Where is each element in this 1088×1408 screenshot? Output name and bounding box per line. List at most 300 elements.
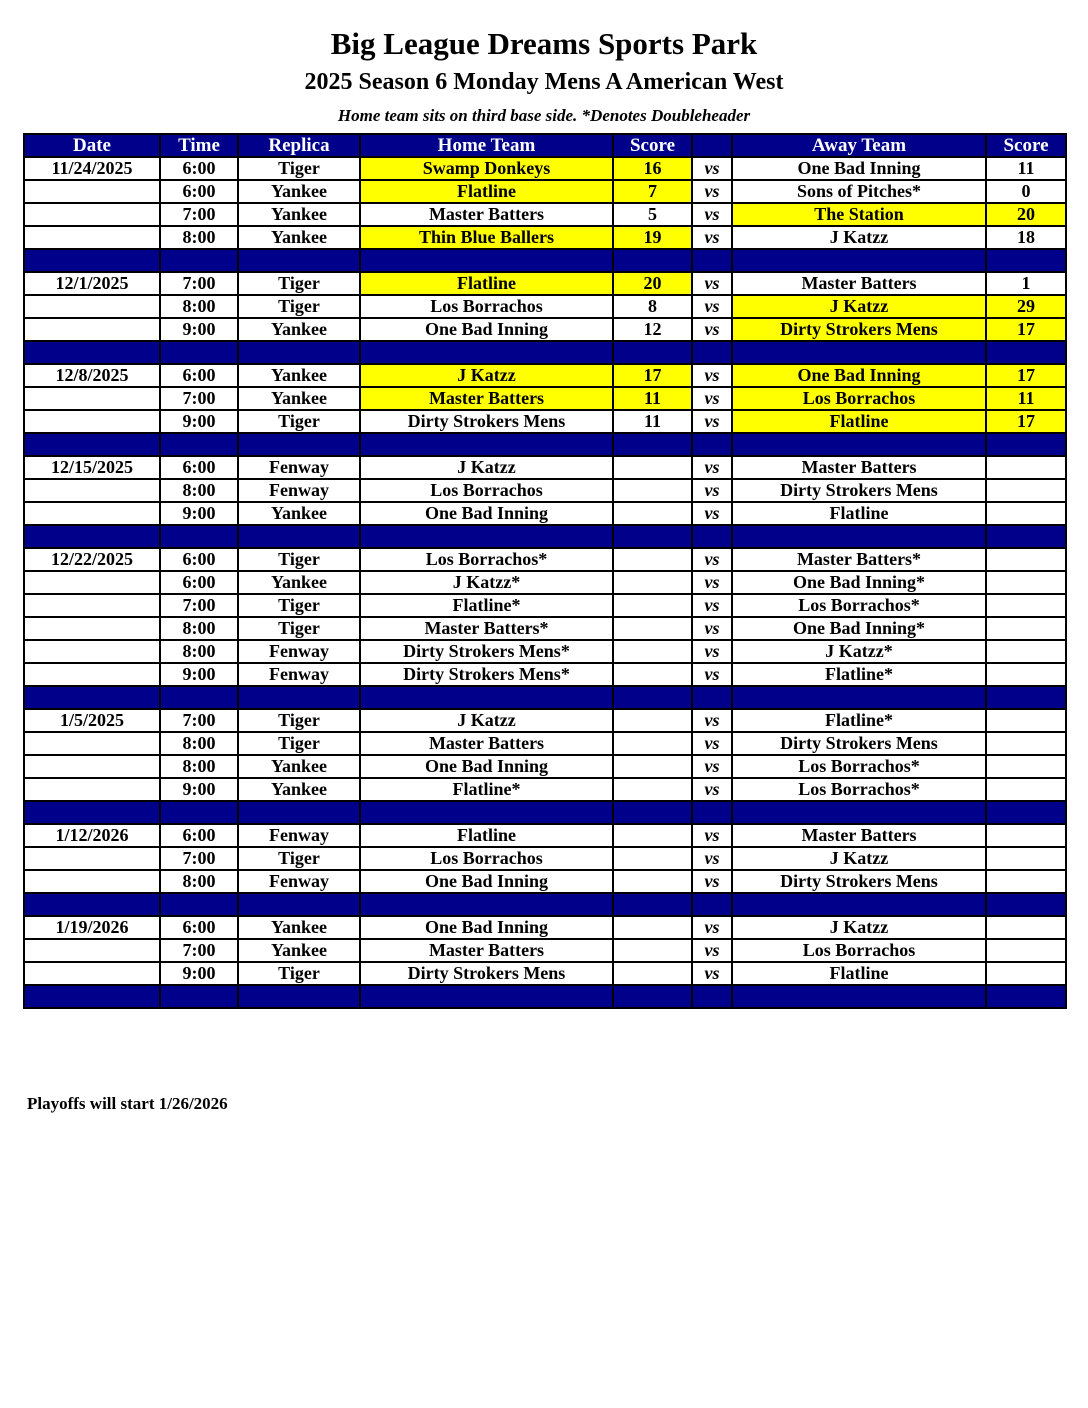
separator-cell <box>24 985 160 1008</box>
away-team: Flatline <box>732 502 986 525</box>
game-date <box>24 387 160 410</box>
separator-cell <box>986 249 1066 272</box>
game-time: 9:00 <box>160 962 238 985</box>
home-team: Swamp Donkeys <box>360 157 613 180</box>
page-title: Big League Dreams Sports Park <box>330 26 758 61</box>
home-score <box>613 709 692 732</box>
separator-cell <box>24 525 160 548</box>
separator-cell <box>238 433 360 456</box>
separator-cell <box>732 985 986 1008</box>
separator-cell <box>160 686 238 709</box>
home-team: Dirty Strokers Mens* <box>360 640 613 663</box>
game-date <box>24 203 160 226</box>
separator-cell <box>692 801 732 824</box>
separator-cell <box>160 801 238 824</box>
game-date <box>24 778 160 801</box>
game-row <box>24 594 1066 617</box>
away-score <box>986 594 1066 617</box>
away-score <box>986 916 1066 939</box>
away-score <box>986 617 1066 640</box>
away-score <box>986 939 1066 962</box>
game-replica: Yankee <box>238 318 360 341</box>
game-replica: Tiger <box>238 962 360 985</box>
game-replica: Yankee <box>238 387 360 410</box>
vs-label: vs <box>692 939 732 962</box>
game-date <box>24 870 160 893</box>
separator-cell <box>360 686 613 709</box>
home-team: Master Batters <box>360 387 613 410</box>
col-header-date: Date <box>24 134 160 157</box>
game-replica: Yankee <box>238 755 360 778</box>
game-time: 8:00 <box>160 226 238 249</box>
game-date <box>24 939 160 962</box>
vs-label: vs <box>692 318 732 341</box>
separator-cell <box>160 249 238 272</box>
game-time: 9:00 <box>160 778 238 801</box>
vs-label: vs <box>692 502 732 525</box>
away-team: J Katzz <box>732 847 986 870</box>
away-team: Dirty Strokers Mens <box>732 318 986 341</box>
away-team: One Bad Inning <box>732 364 986 387</box>
home-team: Dirty Strokers Mens <box>360 962 613 985</box>
game-date <box>24 732 160 755</box>
schedule-body <box>24 157 1066 1008</box>
home-score <box>613 962 692 985</box>
game-row <box>24 870 1066 893</box>
game-row <box>24 180 1066 203</box>
col-header-away-score: Score <box>986 134 1066 157</box>
home-score: 16 <box>613 157 692 180</box>
home-team: Flatline <box>360 824 613 847</box>
vs-label: vs <box>692 732 732 755</box>
vs-label: vs <box>692 663 732 686</box>
away-score: 1 <box>986 272 1066 295</box>
vs-label: vs <box>692 272 732 295</box>
home-team: Master Batters* <box>360 617 613 640</box>
game-date <box>24 962 160 985</box>
vs-label: vs <box>692 962 732 985</box>
game-row <box>24 364 1066 387</box>
away-team: Flatline <box>732 962 986 985</box>
separator-cell <box>986 433 1066 456</box>
game-replica: Tiger <box>238 157 360 180</box>
home-team: One Bad Inning <box>360 870 613 893</box>
game-replica: Fenway <box>238 824 360 847</box>
game-date: 12/1/2025 <box>24 272 160 295</box>
game-row <box>24 387 1066 410</box>
game-time: 7:00 <box>160 387 238 410</box>
game-time: 7:00 <box>160 203 238 226</box>
game-row <box>24 916 1066 939</box>
away-score <box>986 571 1066 594</box>
game-row <box>24 640 1066 663</box>
game-replica: Yankee <box>238 939 360 962</box>
away-team: J Katzz* <box>732 640 986 663</box>
away-score <box>986 824 1066 847</box>
separator-cell <box>986 341 1066 364</box>
game-time: 8:00 <box>160 295 238 318</box>
home-score: 11 <box>613 410 692 433</box>
game-time: 6:00 <box>160 548 238 571</box>
game-date <box>24 479 160 502</box>
game-date <box>24 663 160 686</box>
game-row <box>24 548 1066 571</box>
separator-cell <box>732 341 986 364</box>
game-date <box>24 180 160 203</box>
vs-label: vs <box>692 157 732 180</box>
game-date <box>24 502 160 525</box>
week-separator <box>24 686 1066 709</box>
separator-cell <box>613 801 692 824</box>
separator-cell <box>360 341 613 364</box>
away-team: J Katzz <box>732 295 986 318</box>
home-team: Flatline <box>360 180 613 203</box>
game-row <box>24 157 1066 180</box>
game-time: 8:00 <box>160 617 238 640</box>
away-team: One Bad Inning* <box>732 617 986 640</box>
game-row <box>24 709 1066 732</box>
col-header-replica: Replica <box>238 134 360 157</box>
away-team: Los Borrachos* <box>732 755 986 778</box>
game-time: 6:00 <box>160 364 238 387</box>
separator-cell <box>732 525 986 548</box>
game-time: 8:00 <box>160 732 238 755</box>
vs-label: vs <box>692 226 732 249</box>
home-team: Dirty Strokers Mens* <box>360 663 613 686</box>
home-score <box>613 870 692 893</box>
game-date <box>24 295 160 318</box>
game-replica: Fenway <box>238 640 360 663</box>
game-time: 7:00 <box>160 594 238 617</box>
game-date <box>24 318 160 341</box>
away-team: The Station <box>732 203 986 226</box>
game-replica: Yankee <box>238 778 360 801</box>
home-team: Los Borrachos* <box>360 548 613 571</box>
home-team: J Katzz <box>360 364 613 387</box>
vs-label: vs <box>692 870 732 893</box>
away-team: Master Batters* <box>732 548 986 571</box>
separator-cell <box>613 893 692 916</box>
away-team: Los Borrachos <box>732 387 986 410</box>
game-row <box>24 778 1066 801</box>
page-note: Home team sits on third base side. *Denotes Doubleheader <box>337 106 751 125</box>
game-date: 12/8/2025 <box>24 364 160 387</box>
game-time: 7:00 <box>160 709 238 732</box>
home-score <box>613 479 692 502</box>
game-row <box>24 939 1066 962</box>
game-replica: Tiger <box>238 272 360 295</box>
vs-label: vs <box>692 203 732 226</box>
header-row <box>24 134 1066 157</box>
away-team: Dirty Strokers Mens <box>732 870 986 893</box>
separator-cell <box>613 686 692 709</box>
vs-label: vs <box>692 847 732 870</box>
home-score <box>613 663 692 686</box>
game-date: 1/12/2026 <box>24 824 160 847</box>
away-score: 17 <box>986 410 1066 433</box>
game-date: 1/5/2025 <box>24 709 160 732</box>
separator-cell <box>238 341 360 364</box>
home-score <box>613 640 692 663</box>
away-team: Flatline <box>732 410 986 433</box>
separator-cell <box>986 525 1066 548</box>
game-replica: Tiger <box>238 617 360 640</box>
game-date <box>24 594 160 617</box>
vs-label: vs <box>692 180 732 203</box>
vs-label: vs <box>692 594 732 617</box>
home-team: One Bad Inning <box>360 318 613 341</box>
home-team: Flatline* <box>360 594 613 617</box>
page-subtitle: 2025 Season 6 Monday Mens A American West <box>304 69 784 95</box>
home-team: J Katzz* <box>360 571 613 594</box>
week-separator <box>24 525 1066 548</box>
game-row <box>24 732 1066 755</box>
game-replica: Yankee <box>238 502 360 525</box>
home-score <box>613 778 692 801</box>
game-time: 8:00 <box>160 640 238 663</box>
separator-cell <box>160 893 238 916</box>
separator-cell <box>24 686 160 709</box>
game-time: 6:00 <box>160 180 238 203</box>
away-score <box>986 755 1066 778</box>
away-score: 0 <box>986 180 1066 203</box>
separator-cell <box>360 801 613 824</box>
game-replica: Tiger <box>238 732 360 755</box>
home-score <box>613 594 692 617</box>
separator-cell <box>24 249 160 272</box>
separator-cell <box>24 433 160 456</box>
game-row <box>24 295 1066 318</box>
home-score: 19 <box>613 226 692 249</box>
game-time: 7:00 <box>160 847 238 870</box>
vs-label: vs <box>692 387 732 410</box>
game-replica: Tiger <box>238 709 360 732</box>
vs-label: vs <box>692 755 732 778</box>
away-score <box>986 870 1066 893</box>
separator-cell <box>160 341 238 364</box>
game-row <box>24 318 1066 341</box>
game-date <box>24 640 160 663</box>
game-row <box>24 226 1066 249</box>
separator-cell <box>986 985 1066 1008</box>
game-row <box>24 571 1066 594</box>
separator-cell <box>692 433 732 456</box>
col-header-vs <box>692 134 732 157</box>
separator-cell <box>24 893 160 916</box>
away-score: 11 <box>986 157 1066 180</box>
game-row <box>24 755 1066 778</box>
schedule-table <box>23 133 1067 1009</box>
game-time: 6:00 <box>160 571 238 594</box>
separator-cell <box>732 686 986 709</box>
home-score <box>613 755 692 778</box>
home-team: Master Batters <box>360 203 613 226</box>
playoffs-note: Playoffs will start 1/26/2026 <box>27 1094 228 1113</box>
game-time: 9:00 <box>160 663 238 686</box>
away-team: Flatline* <box>732 709 986 732</box>
separator-cell <box>360 985 613 1008</box>
separator-cell <box>160 433 238 456</box>
away-score <box>986 732 1066 755</box>
game-date <box>24 847 160 870</box>
separator-cell <box>160 985 238 1008</box>
game-time: 6:00 <box>160 824 238 847</box>
away-team: Dirty Strokers Mens <box>732 732 986 755</box>
away-team: Dirty Strokers Mens <box>732 479 986 502</box>
game-row <box>24 824 1066 847</box>
game-replica: Fenway <box>238 456 360 479</box>
game-row <box>24 456 1066 479</box>
week-separator <box>24 893 1066 916</box>
game-row <box>24 847 1066 870</box>
game-time: 6:00 <box>160 916 238 939</box>
separator-cell <box>613 341 692 364</box>
separator-cell <box>238 249 360 272</box>
game-replica: Tiger <box>238 847 360 870</box>
home-score <box>613 732 692 755</box>
separator-cell <box>692 249 732 272</box>
vs-label: vs <box>692 640 732 663</box>
home-score <box>613 824 692 847</box>
home-team: J Katzz <box>360 709 613 732</box>
away-team: Master Batters <box>732 824 986 847</box>
game-date: 1/19/2026 <box>24 916 160 939</box>
game-row <box>24 272 1066 295</box>
separator-cell <box>160 525 238 548</box>
home-score: 17 <box>613 364 692 387</box>
home-score <box>613 939 692 962</box>
away-score <box>986 778 1066 801</box>
game-date <box>24 571 160 594</box>
home-score: 20 <box>613 272 692 295</box>
home-team: One Bad Inning <box>360 502 613 525</box>
separator-cell <box>238 893 360 916</box>
separator-cell <box>238 525 360 548</box>
separator-cell <box>732 801 986 824</box>
game-replica: Fenway <box>238 870 360 893</box>
separator-cell <box>360 433 613 456</box>
separator-cell <box>360 893 613 916</box>
separator-cell <box>986 686 1066 709</box>
home-team: Master Batters <box>360 939 613 962</box>
away-team: Los Borrachos* <box>732 778 986 801</box>
home-score <box>613 617 692 640</box>
separator-cell <box>613 985 692 1008</box>
home-score: 5 <box>613 203 692 226</box>
game-date <box>24 226 160 249</box>
separator-cell <box>360 249 613 272</box>
vs-label: vs <box>692 709 732 732</box>
week-separator <box>24 249 1066 272</box>
game-replica: Yankee <box>238 226 360 249</box>
game-time: 9:00 <box>160 318 238 341</box>
game-time: 8:00 <box>160 479 238 502</box>
vs-label: vs <box>692 364 732 387</box>
away-score <box>986 962 1066 985</box>
game-date <box>24 410 160 433</box>
game-replica: Fenway <box>238 663 360 686</box>
away-score: 11 <box>986 387 1066 410</box>
game-row <box>24 617 1066 640</box>
vs-label: vs <box>692 617 732 640</box>
home-score <box>613 456 692 479</box>
game-row <box>24 410 1066 433</box>
away-team: Flatline* <box>732 663 986 686</box>
away-team: J Katzz <box>732 916 986 939</box>
game-row <box>24 479 1066 502</box>
home-team: One Bad Inning <box>360 755 613 778</box>
away-score <box>986 847 1066 870</box>
home-score <box>613 571 692 594</box>
game-date <box>24 755 160 778</box>
game-replica: Tiger <box>238 548 360 571</box>
col-header-away-team: Away Team <box>732 134 986 157</box>
separator-cell <box>613 433 692 456</box>
away-score <box>986 709 1066 732</box>
separator-cell <box>986 801 1066 824</box>
col-header-time: Time <box>160 134 238 157</box>
week-separator <box>24 433 1066 456</box>
vs-label: vs <box>692 571 732 594</box>
home-team: One Bad Inning <box>360 916 613 939</box>
week-separator <box>24 985 1066 1008</box>
separator-cell <box>692 686 732 709</box>
separator-cell <box>986 893 1066 916</box>
game-date <box>24 617 160 640</box>
game-time: 7:00 <box>160 939 238 962</box>
home-score: 11 <box>613 387 692 410</box>
separator-cell <box>613 249 692 272</box>
home-team: Flatline <box>360 272 613 295</box>
away-score <box>986 479 1066 502</box>
away-score: 20 <box>986 203 1066 226</box>
home-score: 7 <box>613 180 692 203</box>
home-score: 8 <box>613 295 692 318</box>
away-team: J Katzz <box>732 226 986 249</box>
home-score <box>613 548 692 571</box>
home-team: Flatline* <box>360 778 613 801</box>
game-date: 11/24/2025 <box>24 157 160 180</box>
home-team: Los Borrachos <box>360 295 613 318</box>
away-score <box>986 548 1066 571</box>
separator-cell <box>692 893 732 916</box>
vs-label: vs <box>692 456 732 479</box>
game-time: 9:00 <box>160 502 238 525</box>
vs-label: vs <box>692 778 732 801</box>
week-separator <box>24 341 1066 364</box>
home-score: 12 <box>613 318 692 341</box>
home-score <box>613 847 692 870</box>
away-team: Sons of Pitches* <box>732 180 986 203</box>
game-replica: Tiger <box>238 295 360 318</box>
game-replica: Yankee <box>238 916 360 939</box>
home-team: Master Batters <box>360 732 613 755</box>
separator-cell <box>732 893 986 916</box>
home-team: Thin Blue Ballers <box>360 226 613 249</box>
away-team: Master Batters <box>732 272 986 295</box>
separator-cell <box>238 985 360 1008</box>
game-replica: Yankee <box>238 364 360 387</box>
vs-label: vs <box>692 548 732 571</box>
game-date: 12/15/2025 <box>24 456 160 479</box>
separator-cell <box>24 801 160 824</box>
home-score <box>613 502 692 525</box>
game-replica: Yankee <box>238 180 360 203</box>
game-row <box>24 962 1066 985</box>
game-date: 12/22/2025 <box>24 548 160 571</box>
home-team: Los Borrachos <box>360 847 613 870</box>
col-header-home-team: Home Team <box>360 134 613 157</box>
